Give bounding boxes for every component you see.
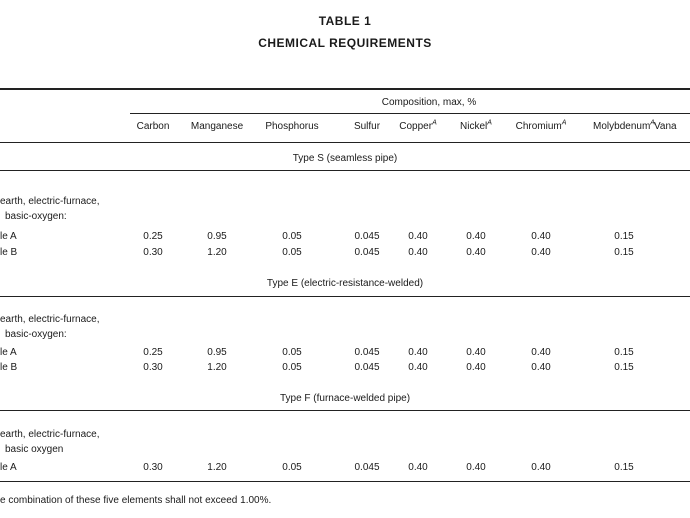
table-cell: 0.40 [466,231,486,242]
table-subtitle: CHEMICAL REQUIREMENTS [258,36,432,50]
table-cell: 0.40 [408,231,428,242]
table-cell: 1.20 [207,362,227,373]
column-header-label: Molybdenum [593,121,651,132]
bottom-rule [0,481,690,482]
footnote-marker: A [487,119,492,127]
top-rule [0,88,690,90]
column-header-label: Vana [654,121,677,132]
column-header-label: Sulfur [353,121,381,132]
table-cell: 0.40 [466,362,486,373]
table-cell: 1.20 [207,247,227,258]
table-cell: 0.05 [282,231,302,242]
footnote: e combination of these five elements shall not exceed 1.00%. [0,495,272,506]
section-rule [0,170,690,171]
column-header [399,121,436,133]
table-cell: 1.20 [207,462,227,473]
table-cell: 0.15 [614,462,634,473]
table-cell: 0.25 [143,347,163,358]
process-label: earth, electric-furnace, [0,314,100,325]
table-cell: 0.045 [354,362,380,373]
column-header [137,121,170,133]
table-cell: 0.30 [143,462,163,473]
section-heading: Type E (electric-resistance-welded) [266,278,424,289]
grade-label: le A [0,347,17,358]
composition-header: Composition, max, % [381,97,477,108]
table-cell: 0.40 [408,247,428,258]
table-cell: 0.045 [354,247,380,258]
table-cell: 0.05 [282,462,302,473]
table-cell: 0.40 [408,347,428,358]
table-cell: 0.15 [614,231,634,242]
section-rule [0,296,690,297]
table-cell: 0.045 [354,231,380,242]
grade-label: le B [0,362,18,373]
table-cell: 0.40 [531,362,551,373]
column-header [354,121,380,133]
process-label: earth, electric-furnace, [0,429,100,440]
footnote-marker: A [561,119,567,127]
table-cell: 0.15 [614,347,634,358]
table-title: TABLE 1 [318,14,372,28]
table-cell: 0.40 [531,347,551,358]
column-header [265,121,318,133]
table-cell: 0.40 [531,231,551,242]
section-heading: Type S (seamless pipe) [292,153,398,164]
footnote-marker: A [432,119,437,127]
table-cell: 0.30 [143,362,163,373]
table-cell: 0.05 [282,362,302,373]
table-cell: 0.40 [466,247,486,258]
table-cell: 0.40 [408,362,428,373]
table-cell: 0.40 [531,462,551,473]
table-cell: 0.045 [354,347,380,358]
grade-label: le A [0,462,17,473]
table-cell: 0.15 [614,362,634,373]
table-cell: 0.045 [354,462,380,473]
table-cell: 0.95 [207,231,227,242]
table-cell: 0.40 [408,462,428,473]
composition-rule [130,113,690,114]
table-cell: 0.40 [531,247,551,258]
column-header [516,121,567,133]
section-heading: Type F (furnace-welded pipe) [279,393,411,404]
table-cell: 0.30 [143,247,163,258]
section-rule [0,410,690,411]
process-label: earth, electric-furnace, [0,196,100,207]
table-cell: 0.25 [143,231,163,242]
header-bottom-rule [0,142,690,143]
table-cell: 0.40 [466,347,486,358]
grade-label: le A [0,231,17,242]
table-cell: 0.15 [614,247,634,258]
grade-label: le B [0,247,18,258]
table-cell: 0.05 [282,347,302,358]
column-header-label: Chromium [515,121,562,132]
column-header [191,121,243,133]
column-header-label: Manganese [190,121,244,132]
column-header-label: Nickel [460,121,488,132]
column-header [593,121,655,133]
process-label: basic-oxygen: [5,211,67,222]
process-label: basic-oxygen: [5,329,67,340]
column-header [654,121,677,133]
table-cell: 0.40 [466,462,486,473]
column-header-label: Copper [399,121,433,132]
column-header [460,121,492,133]
footnote-marker: A [650,119,655,127]
column-header-label: Carbon [136,121,170,132]
process-label: basic oxygen [5,444,64,455]
table-cell: 0.95 [207,347,227,358]
column-header-label: Phosphorus [265,121,319,132]
table-cell: 0.05 [282,247,302,258]
